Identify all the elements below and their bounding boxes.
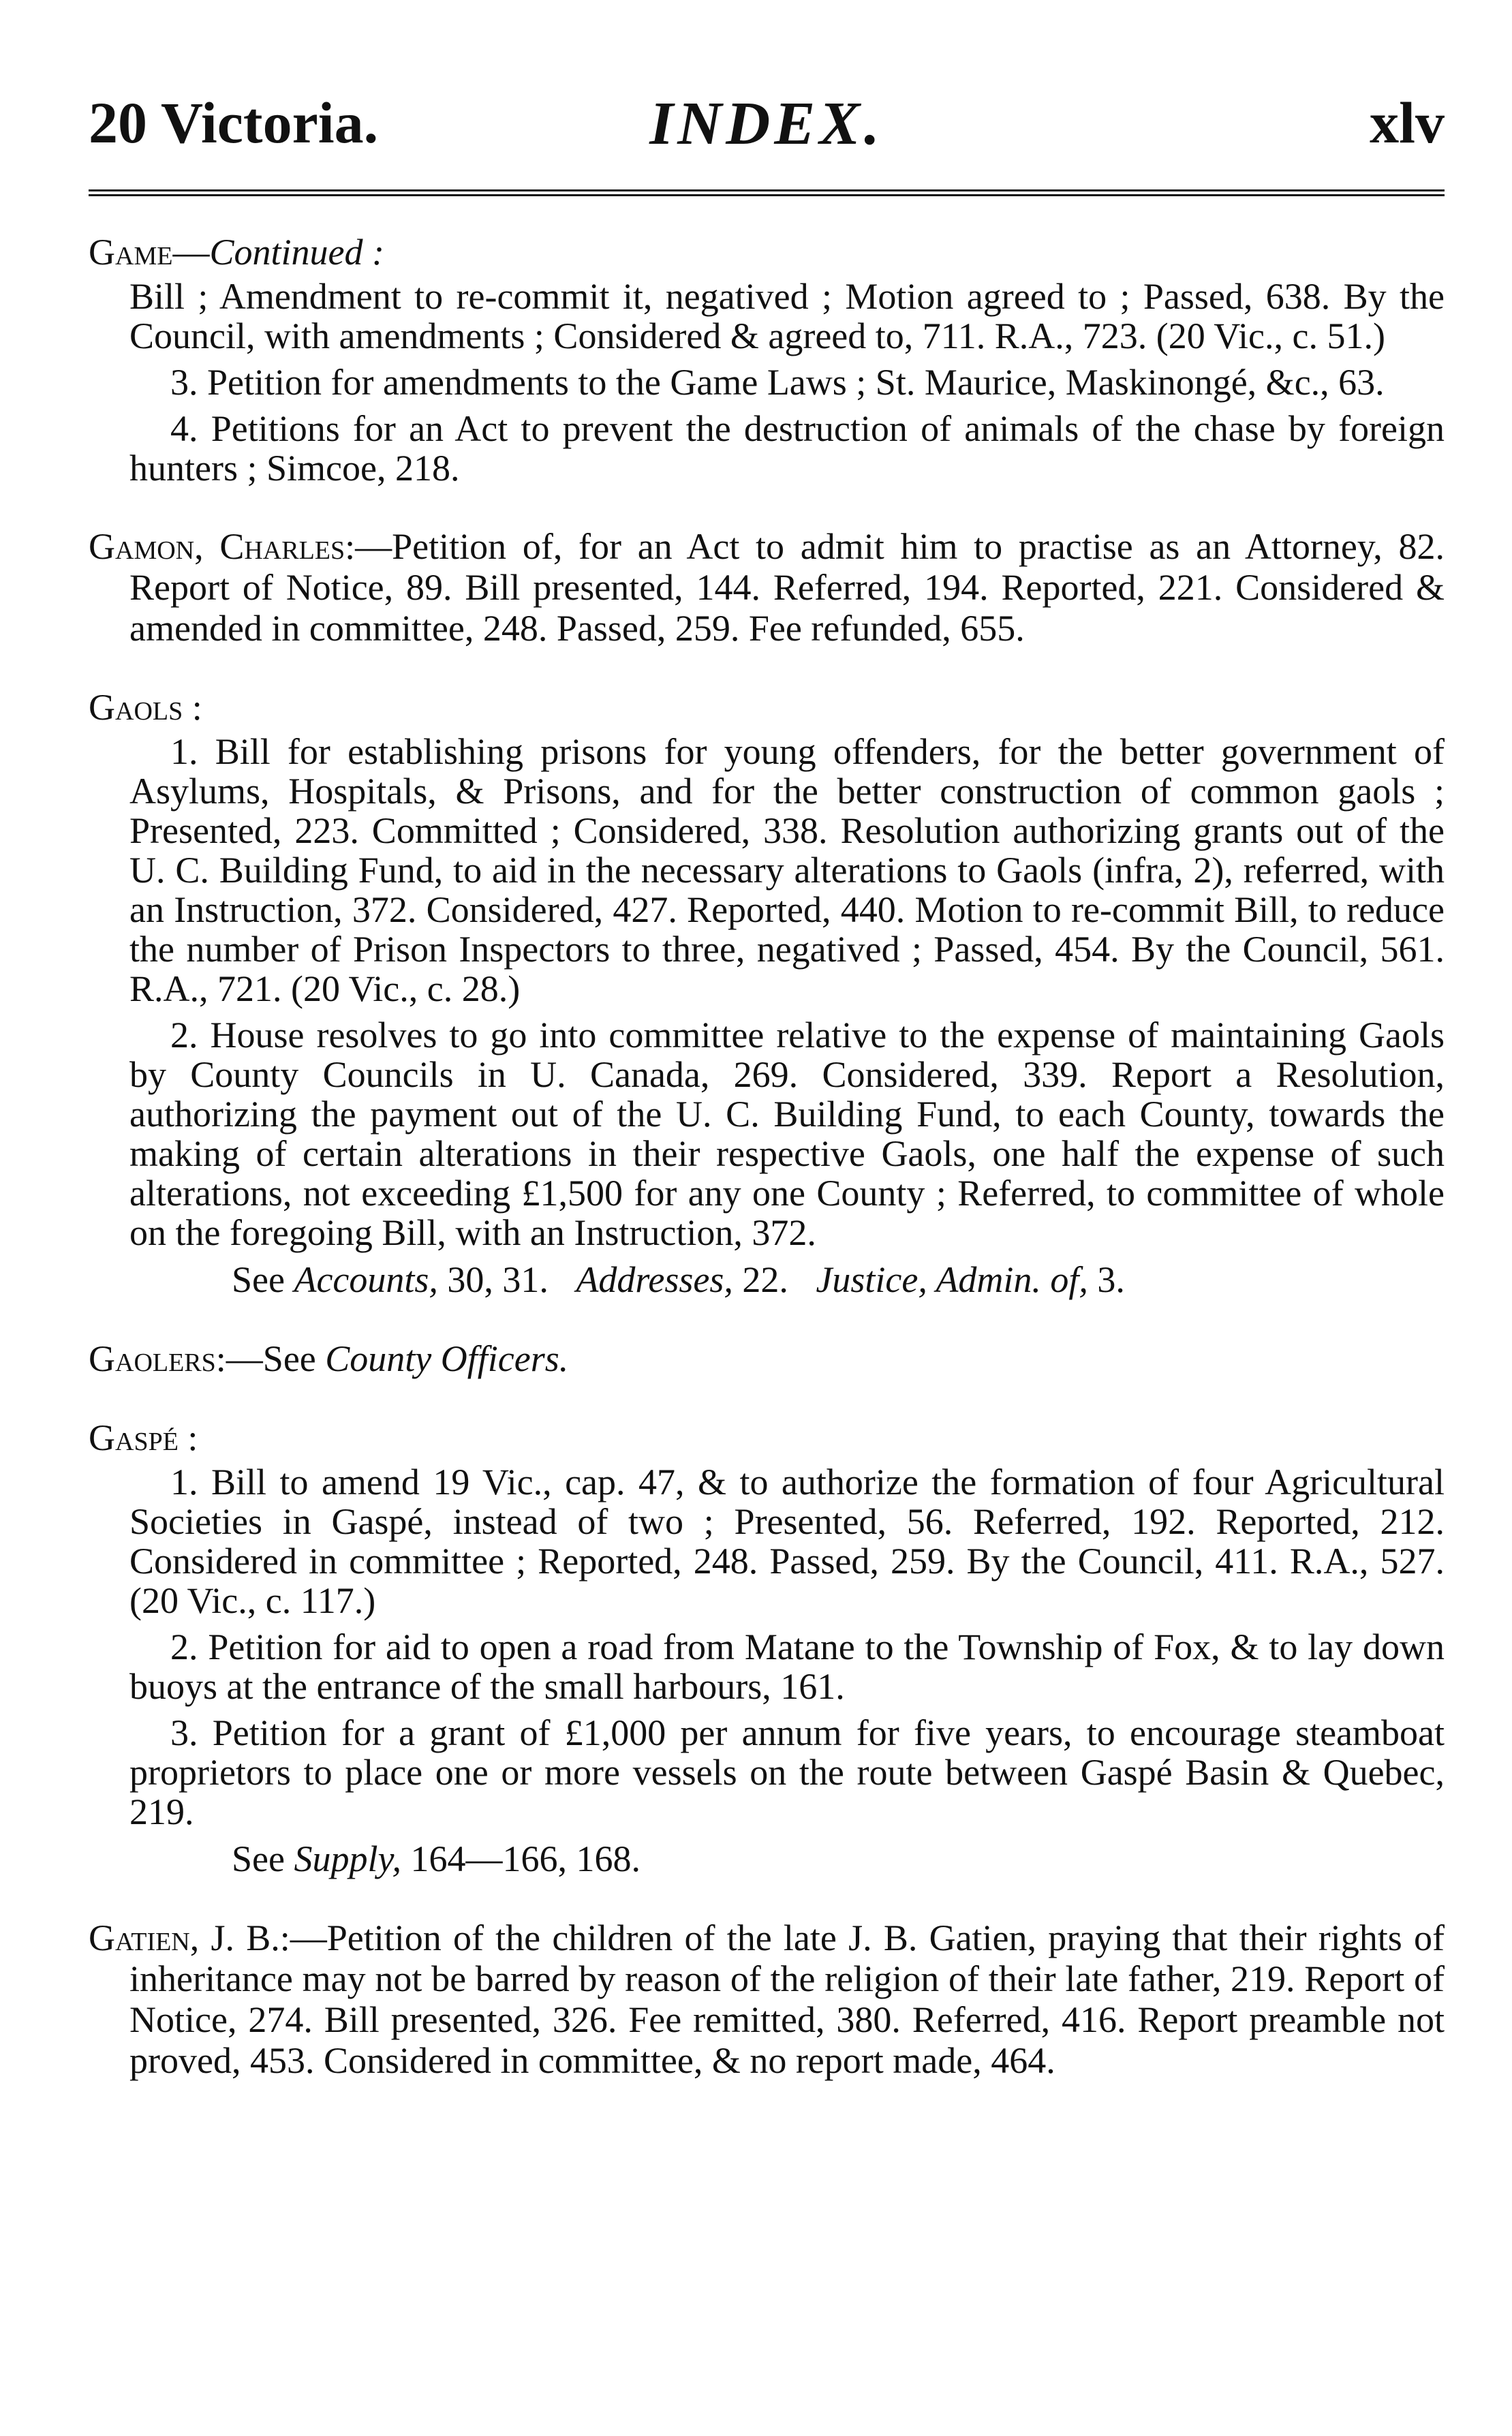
- index-page: [89, 82, 1445, 2119]
- entry-gaolers: [89, 1338, 1445, 1379]
- entry-gaols-item-2: 2. House resolves to go into committee relative to the expense of maintaining Gaols by County Councils in U. Canada, 269. Considered, 339. Report a Resolution, authorizing the payment out of the U. C. Building Fund, to each County, towards the making of certain alterations in their respective Gaols, one half the expense of such alterations, not exceeding £1,500 for any one County ; Referred, to committee of whole on the foregoing Bill, with an Instruction, 372.: [129, 1015, 1445, 1253]
- entry-gaolers-text: [89, 1338, 1445, 1379]
- entry-game-head: Game—: [89, 232, 210, 273]
- entry-game-bill: Bill ; Amendment to re-commit it, negatived ; Motion agreed to ; Passed, 638. By the Council, with amendments ; Considered & agreed to, 711. R.A., 723. (20 Vic., c. 51.): [129, 276, 1445, 356]
- see-label: See: [232, 1259, 285, 1300]
- entry-gatien: [89, 1917, 1445, 2081]
- entry-gaols-item-1: 1. Bill for establishing prisons for young offenders, for the better government of Asylums, Hospitals, & Prisons, and for the better construction of common gaols ; Presented, 223. Committed ; Considered, 338. Resolution authorizing grants out of the U. C. Building Fund, to aid in the necessary alterations to Gaols (infra, 2), referred, with an Instruction, 372. Considered, 427. Reported, 440. Motion to re-commit Bill, to reduce the number of Prison Inspectors to three, negatived ; Passed, 454. By the Council, 561. R.A., 721. (20 Vic., c. 28.): [129, 731, 1445, 1009]
- entry-game-item-4: 4. Petitions for an Act to prevent the destruction of animals of the chase by foreign hunters ; Simcoe, 218.: [129, 408, 1445, 489]
- header-title: INDEX.: [649, 90, 884, 157]
- header-regnal-year: 20 Victoria.: [89, 90, 379, 155]
- entry-gaspe-see-also: [89, 1838, 1445, 1879]
- see-ref-accounts-pages: 30, 31.: [447, 1259, 549, 1300]
- entry-game-item-3: 3. Petition for amendments to the Game Laws ; St. Maurice, Maskinongé, &c., 63.: [170, 362, 1385, 403]
- entry-gaspe-item-2: 2. Petition for aid to open a road from Matane to the Township of Fox, & to lay down buoys at the entrance of the small harbours, 161.: [129, 1626, 1445, 1707]
- entry-gamon: [89, 526, 1445, 649]
- entry-gaspe-heading: Gaspé :: [89, 1417, 198, 1458]
- entry-game: [89, 232, 1445, 488]
- see-ref-accounts[interactable]: Accounts,: [294, 1259, 438, 1300]
- header-page-number: xlv: [1370, 90, 1445, 155]
- see-ref-addresses[interactable]: Addresses,: [576, 1259, 733, 1300]
- entry-gatien-text: [89, 1917, 1445, 2081]
- see-ref-county-officers[interactable]: County Officers.: [325, 1338, 569, 1379]
- see-ref-justice[interactable]: Justice, Admin. of,: [816, 1259, 1088, 1300]
- entry-gaspe: [89, 1417, 1445, 1879]
- entry-game-heading: [89, 232, 1445, 273]
- entry-gaspe-item-3: 3. Petition for a grant of £1,000 per annum for five years, to encourage steamboat proprietors to place one or more vessels on the route between Gaspé Basin & Quebec, 219.: [129, 1712, 1445, 1832]
- header-double-rule: [89, 189, 1445, 196]
- see-ref-addresses-pages: 22.: [742, 1259, 788, 1300]
- entry-gaolers-see: :—See: [215, 1338, 316, 1379]
- entry-gamon-name: Gamon, Charles: [89, 526, 345, 567]
- see-label: See: [232, 1838, 285, 1879]
- see-ref-justice-pages: 3.: [1097, 1259, 1125, 1300]
- entry-gaols-heading: Gaols :: [89, 687, 202, 728]
- entry-gatien-name: Gatien, J. B.: [89, 1917, 280, 1958]
- entry-game-continued: Continued :: [209, 232, 384, 273]
- entry-gatien-body: :—Petition of the children of the late J. B. Gatien, praying that their rights of inheritance may not be barred by reason of the religion of their late father, 219. Report of Notice, 274. Bill presented, 326. Fee remitted, 380. Referred, 416. Report preamble not proved, 453. Considered in committee, & no report made, 464.: [129, 1917, 1445, 2081]
- page-header: [89, 82, 1445, 157]
- entry-gamon-text: [89, 526, 1445, 649]
- see-ref-supply-pages: 164—166, 168.: [410, 1838, 641, 1879]
- entry-gaols: [89, 687, 1445, 1300]
- entry-gaspe-item-1: 1. Bill to amend 19 Vic., cap. 47, & to authorize the formation of four Agricultural Societies in Gaspé, instead of two ; Presented, 56. Referred, 192. Reported, 212. Considered in committee ; Reported, 248. Passed, 259. By the Council, 411. R.A., 527. (20 Vic., c. 117.): [129, 1462, 1445, 1621]
- entry-gamon-body: :—Petition of, for an Act to admit him to practise as an Attorney, 82. Report of Notice, 89. Bill presented, 144. Referred, 194. Reported, 221. Considered & amended in committee, 248. Passed, 259. Fee refunded, 655.: [129, 526, 1445, 649]
- entry-gaolers-head: Gaolers: [89, 1338, 216, 1379]
- entry-gaols-see-also: [89, 1259, 1445, 1300]
- see-ref-supply[interactable]: Supply,: [294, 1838, 401, 1879]
